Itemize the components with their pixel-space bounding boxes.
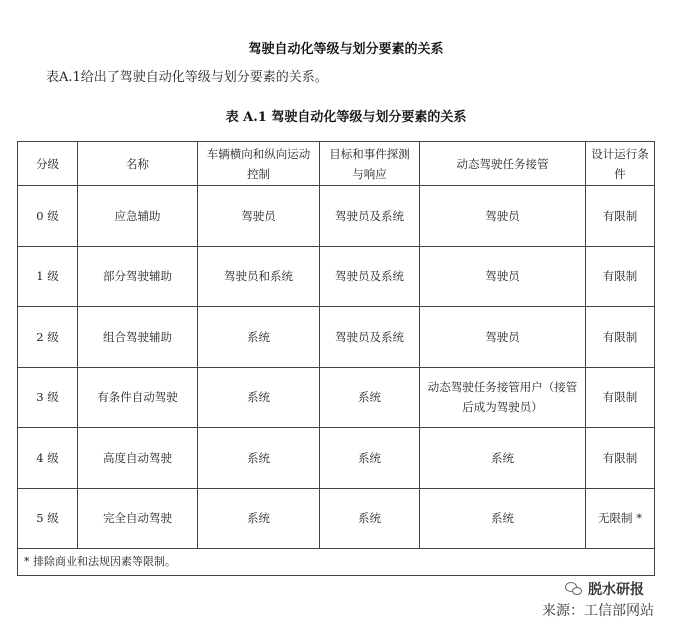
header-name: 名称 (78, 142, 198, 186)
cell-operating-conditions: 有限制 (586, 367, 655, 428)
cell-level: 4 级 (18, 428, 78, 489)
source-credit: 来源：工信部网站 (542, 603, 654, 619)
automation-levels-table (17, 141, 655, 576)
cell-level: 1 级 (18, 246, 78, 307)
cell-operating-conditions: 有限制 (586, 307, 655, 368)
wechat-watermark (565, 579, 644, 599)
wechat-account-name: 脱水研报 (588, 582, 644, 598)
table-footnote: * 排除商业和法规因素等限制。 (18, 549, 655, 576)
table-footnote-row (18, 549, 655, 576)
document-heading: 驾驶自动化等级与划分要素的关系 (248, 42, 444, 57)
cell-takeover: 驾驶员 (420, 246, 586, 307)
table-row (18, 488, 655, 549)
cell-operating-conditions: 无限制 * (586, 488, 655, 549)
cell-detection-response: 系统 (320, 367, 420, 428)
intro-paragraph: 表A.1给出了驾驶自动化等级与划分要素的关系。 (46, 70, 328, 85)
cell-detection-response: 驾驶员及系统 (320, 186, 420, 247)
cell-detection-response: 驾驶员及系统 (320, 246, 420, 307)
cell-level: 0 级 (18, 186, 78, 247)
cell-motion-control: 系统 (198, 307, 320, 368)
table-row (18, 428, 655, 489)
cell-takeover: 驾驶员 (420, 186, 586, 247)
cell-motion-control: 驾驶员和系统 (198, 246, 320, 307)
cell-name: 组合驾驶辅助 (78, 307, 198, 368)
cell-operating-conditions: 有限制 (586, 246, 655, 307)
header-takeover: 动态驾驶任务接管 (420, 142, 586, 186)
cell-level: 3 级 (18, 367, 78, 428)
header-level: 分级 (18, 142, 78, 186)
cell-detection-response: 系统 (320, 488, 420, 549)
table-header-row (18, 142, 655, 186)
cell-takeover: 系统 (420, 428, 586, 489)
cell-detection-response: 系统 (320, 428, 420, 489)
header-motion-control: 车辆横向和纵向运动控制 (198, 142, 320, 186)
cell-motion-control: 系统 (198, 367, 320, 428)
table-row (18, 367, 655, 428)
cell-takeover: 动态驾驶任务接管用户（接管后成为驾驶员） (420, 367, 586, 428)
table-row (18, 186, 655, 247)
cell-name: 高度自动驾驶 (78, 428, 198, 489)
table-caption: 表 A.1 驾驶自动化等级与划分要素的关系 (225, 110, 467, 125)
cell-operating-conditions: 有限制 (586, 186, 655, 247)
cell-takeover: 驾驶员 (420, 307, 586, 368)
cell-operating-conditions: 有限制 (586, 428, 655, 489)
cell-takeover: 系统 (420, 488, 586, 549)
header-operating-conditions: 设计运行条件 (586, 142, 655, 186)
wechat-icon (565, 582, 583, 596)
table-row (18, 307, 655, 368)
cell-motion-control: 驾驶员 (198, 186, 320, 247)
table-row (18, 246, 655, 307)
cell-name: 部分驾驶辅助 (78, 246, 198, 307)
cell-detection-response: 驾驶员及系统 (320, 307, 420, 368)
header-detection-response: 目标和事件探测与响应 (320, 142, 420, 186)
cell-name: 应急辅助 (78, 186, 198, 247)
cell-motion-control: 系统 (198, 488, 320, 549)
cell-motion-control: 系统 (198, 428, 320, 489)
cell-level: 2 级 (18, 307, 78, 368)
cell-level: 5 级 (18, 488, 78, 549)
cell-name: 有条件自动驾驶 (78, 367, 198, 428)
cell-name: 完全自动驾驶 (78, 488, 198, 549)
